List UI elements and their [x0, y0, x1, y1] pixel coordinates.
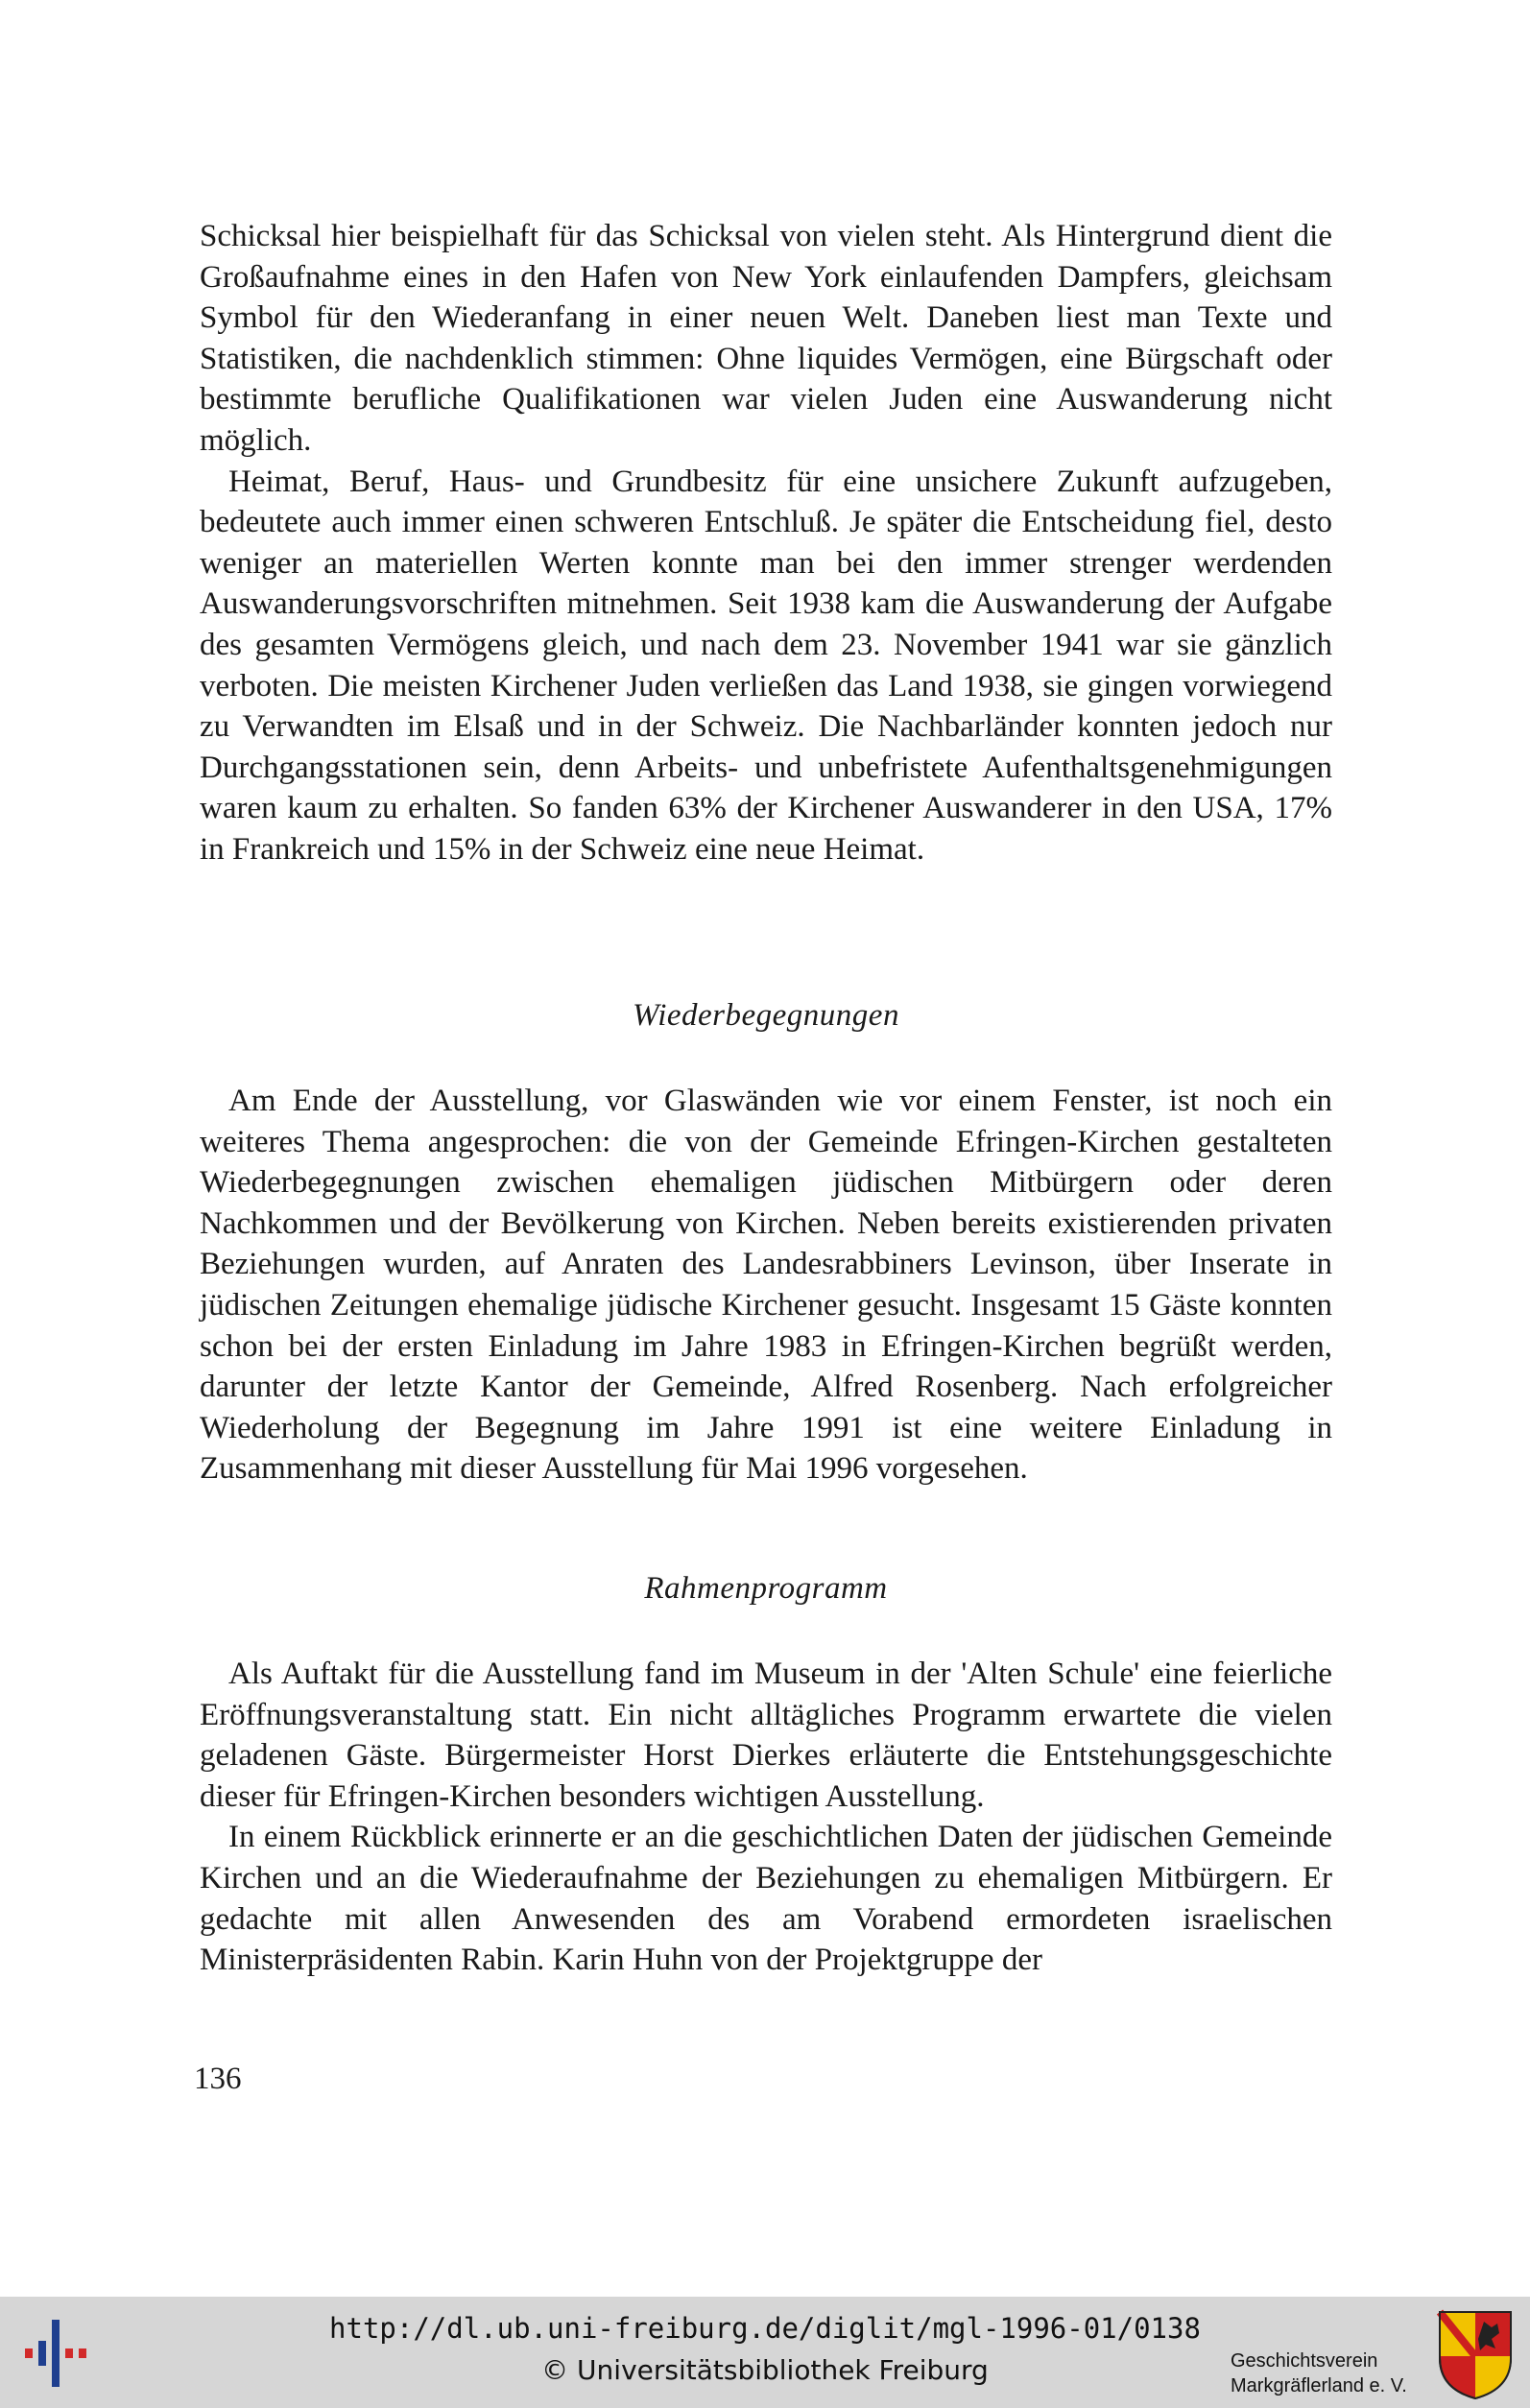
body-text-middle: [200, 1081, 1332, 1490]
page-number: 136: [194, 2062, 242, 2096]
body-text-bottom: [200, 1654, 1332, 1981]
section-heading-wiederbegegnungen: Wiederbegegnungen: [633, 998, 899, 1033]
body-text-top: [200, 216, 1332, 870]
paragraph: Als Auftakt für die Ausstellung fand im Museum in der 'Alten Schule' eine feierliche Eröffnungsveranstaltung statt. Ein nicht alltägliches Programm erwartete die vielen geladenen Gäste. Bürgermeister Horst Dierkes erläuterte die Entstehungsgeschichte dieser für Efringen-Kirchen besonders wichtigen Ausstellung.: [200, 1657, 1332, 1814]
org-name-line2: Markgräflerland e. V.: [1231, 2375, 1407, 2396]
paragraph: In einem Rückblick erinnerte er an die geschichtlichen Daten der jüdischen Gemeinde Kirchen und an die Wiederaufnahme der Beziehungen zu ehemaligen Mitbürgern. Er gedachte mit allen Anwesenden des am Vorabend ermordeten israelischen Ministerpräsidenten Rabin. Karin Huhn von der Projektgruppe der: [200, 1820, 1332, 1978]
coat-of-arms-icon: [1436, 2308, 1515, 2400]
paragraph: Am Ende der Ausstellung, vor Glaswänden wie vor einem Fenster, ist noch ein weiteres Thema angesprochen: die von der Gemeinde Efringen-Kirchen gestalteten Wiederbegegnungen zwischen ehemaligen jüdischen Mitbürgern oder deren Nachkommen und der Bevölkerung von Kirchen. Neben bereits existierenden privaten Beziehungen wurden, auf Anraten des Landesrabbiners Levinson, über Inserate in jüdischen Zeitungen ehemalige jüdische Kirchener gesucht. Insgesamt 15 Gäste konnten schon bei der ersten Einladung im Jahre 1983 in Efringen-Kirchen begrüßt werden, darunter der letzte Kantor der Gemeinde, Alfred Rosenberg. Nach erfolgreicher Wiederholung der Begegnung im Jahre 1991 ist eine weitere Einladung in Zusammenhang mit dieser Ausstellung für Mai 1996 vorgesehen.: [200, 1084, 1332, 1487]
footer-bar: [0, 2297, 1530, 2408]
section-heading-rahmenprogramm: Rahmenprogramm: [644, 1571, 888, 1606]
footer-organization: [1231, 2348, 1407, 2398]
org-name-line1: Geschichtsverein: [1231, 2350, 1378, 2372]
paragraph: Heimat, Beruf, Haus- und Grundbesitz für eine unsichere Zukunft aufzugeben, bedeutete auch immer einen schweren Entschluß. Je später die Entscheidung fiel, desto weniger an materiellen Werten konnte man bei den immer strenger werdenden Auswanderungsvorschriften mitnehmen. Seit 1938 kam die Auswanderung der Aufgabe des gesamten Vermögens gleich, und nach dem 23. November 1941 war sie gänzlich verboten. Die meisten Kirchener Juden verließen das Land 1938, sie gingen vorwiegend zu Verwandten im Elsaß und in der Schweiz. Die Nachbarländer konnten jedoch nur Durchgangsstationen sein, denn Arbeits- und unbefristete Aufenthaltsgenehmigungen waren kaum zu erhalten. So fanden 63% der Kirchener Auswanderer in den USA, 17% in Frankreich und 15% in der Schweiz eine neue Heimat.: [200, 464, 1332, 867]
footer-copyright: © Universitätsbibliothek Freiburg: [541, 2354, 989, 2386]
paragraph: Schicksal hier beispielhaft für das Schicksal von vielen steht. Als Hintergrund dient die Großaufnahme eines in den Hafen von New York einlaufenden Dampfers, gleichsam Symbol für den Wiederanfang in einer neuen Welt. Daneben liest man Texte und Statistiken, die nachdenklich stimmen: Ohne liquides Vermögen, eine Bürgschaft oder bestimmte berufliche Qualifikationen war vielen Juden eine Auswanderung nicht möglich.: [200, 219, 1332, 458]
footer-url-link[interactable]: http://dl.ub.uni-freiburg.de/diglit/mgl-1996-01/0138: [329, 2312, 1201, 2345]
